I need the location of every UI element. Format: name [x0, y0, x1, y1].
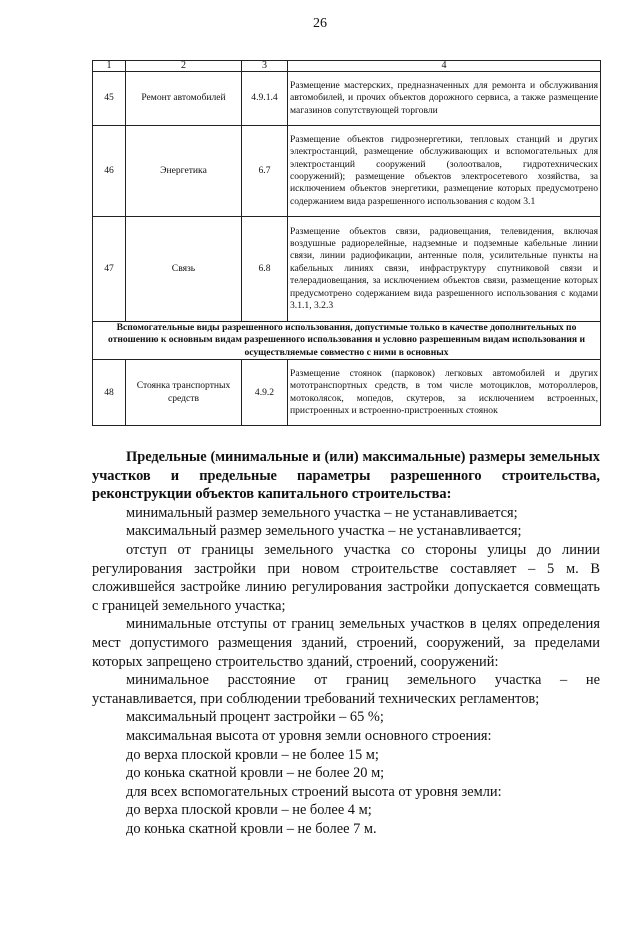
table-row — [93, 217, 601, 322]
paragraph: минимальный размер земельного участка – не устанавливается; — [126, 504, 518, 521]
header-col-3: 3 — [242, 61, 288, 72]
paragraph: максимальная высота от уровня земли основного строения: — [126, 727, 492, 744]
use-description: Размещение стоянок (парковок) легковых автомобилей и других мототранспортных средств, в том числе мотоциклов, мотороллеров, мотоколясок, мопедов, скутеров, за исключением встроенных, пристроенных и встроенно-пристроенных стоянок — [288, 360, 601, 426]
paragraph: до конька скатной кровли – не более 20 м; — [126, 765, 385, 782]
table-row — [93, 126, 601, 217]
table-header-row — [93, 61, 601, 72]
header-col-2: 2 — [126, 61, 242, 72]
section-title: Вспомогательные виды разрешенного использования, допустимые только в качестве дополнительных по отношению к основным видам разрешенного использования и условно разрешенным видам использования и осуществляемые совместно с ними в основных — [93, 322, 601, 360]
table-row — [93, 72, 601, 126]
section-row — [93, 322, 601, 360]
use-description: Размещение объектов связи, радиовещания, телевидения, включая воздушные радиорелейные, надземные и подземные кабельные линии связи, линии радиофикации, антенные поля, усилительные пункты на кабельных линиях связи, инфраструктуру спутниковой связи и телерадиовещания, за исключением объектов связи, размещение которых предусмотрено содержанием вида разрешенного использования с кодами 3.1.1, 3.2.3 — [288, 217, 601, 322]
use-description: Размещение объектов гидроэнергетики, тепловых станций и других электростанций, размещение обслуживающих и вспомогательных для электростанций сооружений (золоотвалов, гидротехнических сооружений); размещение объектов электросетевого хозяйства, за исключением объектов энергетики, размещение которых предусмотрено содержанием вида разрешенного использования с кодом 3.1 — [288, 126, 601, 217]
paragraph: до конька скатной кровли – не более 7 м. — [126, 820, 377, 837]
parameters-section — [92, 448, 600, 838]
use-name: Стоянка транспортных средств — [126, 360, 242, 426]
header-col-1: 1 — [93, 61, 126, 72]
use-description: Размещение мастерских, предназначенных для ремонта и обслуживания автомобилей, и прочих объектов дорожного сервиса, а также размещение магазинов сопутствующей торговли — [288, 72, 601, 126]
use-code: 4.9.2 — [242, 360, 288, 426]
row-number: 45 — [93, 72, 126, 126]
paragraph: максимальный размер земельного участка – не устанавливается; — [126, 523, 522, 540]
use-code: 6.8 — [242, 217, 288, 322]
header-col-4: 4 — [288, 61, 601, 72]
row-number: 47 — [93, 217, 126, 322]
use-code: 4.9.1.4 — [242, 72, 288, 126]
section-heading: Предельные (минимальные и (или) максимальные) размеры земельных участков и предельные параметры разрешенного строительства, реконструкции объектов капитального строительства: — [92, 449, 600, 503]
use-code: 6.7 — [242, 126, 288, 217]
row-number: 46 — [93, 126, 126, 217]
use-name: Связь — [126, 217, 242, 322]
paragraph: отступ от границы земельного участка со стороны улицы до линии регулирования застройки при новом строительстве составляет – 5 м. В сложившейся застройке линию регулирования застройки допускается совмещать с границей земельного участка; — [92, 541, 600, 614]
paragraph: максимальный процент застройки – 65 %; — [126, 709, 384, 726]
paragraph: до верха плоской кровли – не более 4 м; — [126, 802, 372, 819]
table-row — [93, 360, 601, 426]
paragraph: до верха плоской кровли – не более 15 м; — [126, 746, 379, 763]
use-name: Энергетика — [126, 126, 242, 217]
page-number: 26 — [313, 16, 327, 31]
paragraph: для всех вспомогательных строений высота от уровня земли: — [126, 783, 502, 800]
use-name: Ремонт автомобилей — [126, 72, 242, 126]
row-number: 48 — [93, 360, 126, 426]
paragraph: минимальное расстояние от границ земельного участка – не устанавливается, при соблюдении требований технических регламентов; — [92, 672, 600, 707]
land-use-table — [92, 60, 601, 426]
paragraph: минимальные отступы от границ земельных участков в целях определения мест допустимого размещения зданий, строений, сооружений, за пределами которых запрещено строительство зданий, строений, сооружений: — [92, 616, 600, 670]
